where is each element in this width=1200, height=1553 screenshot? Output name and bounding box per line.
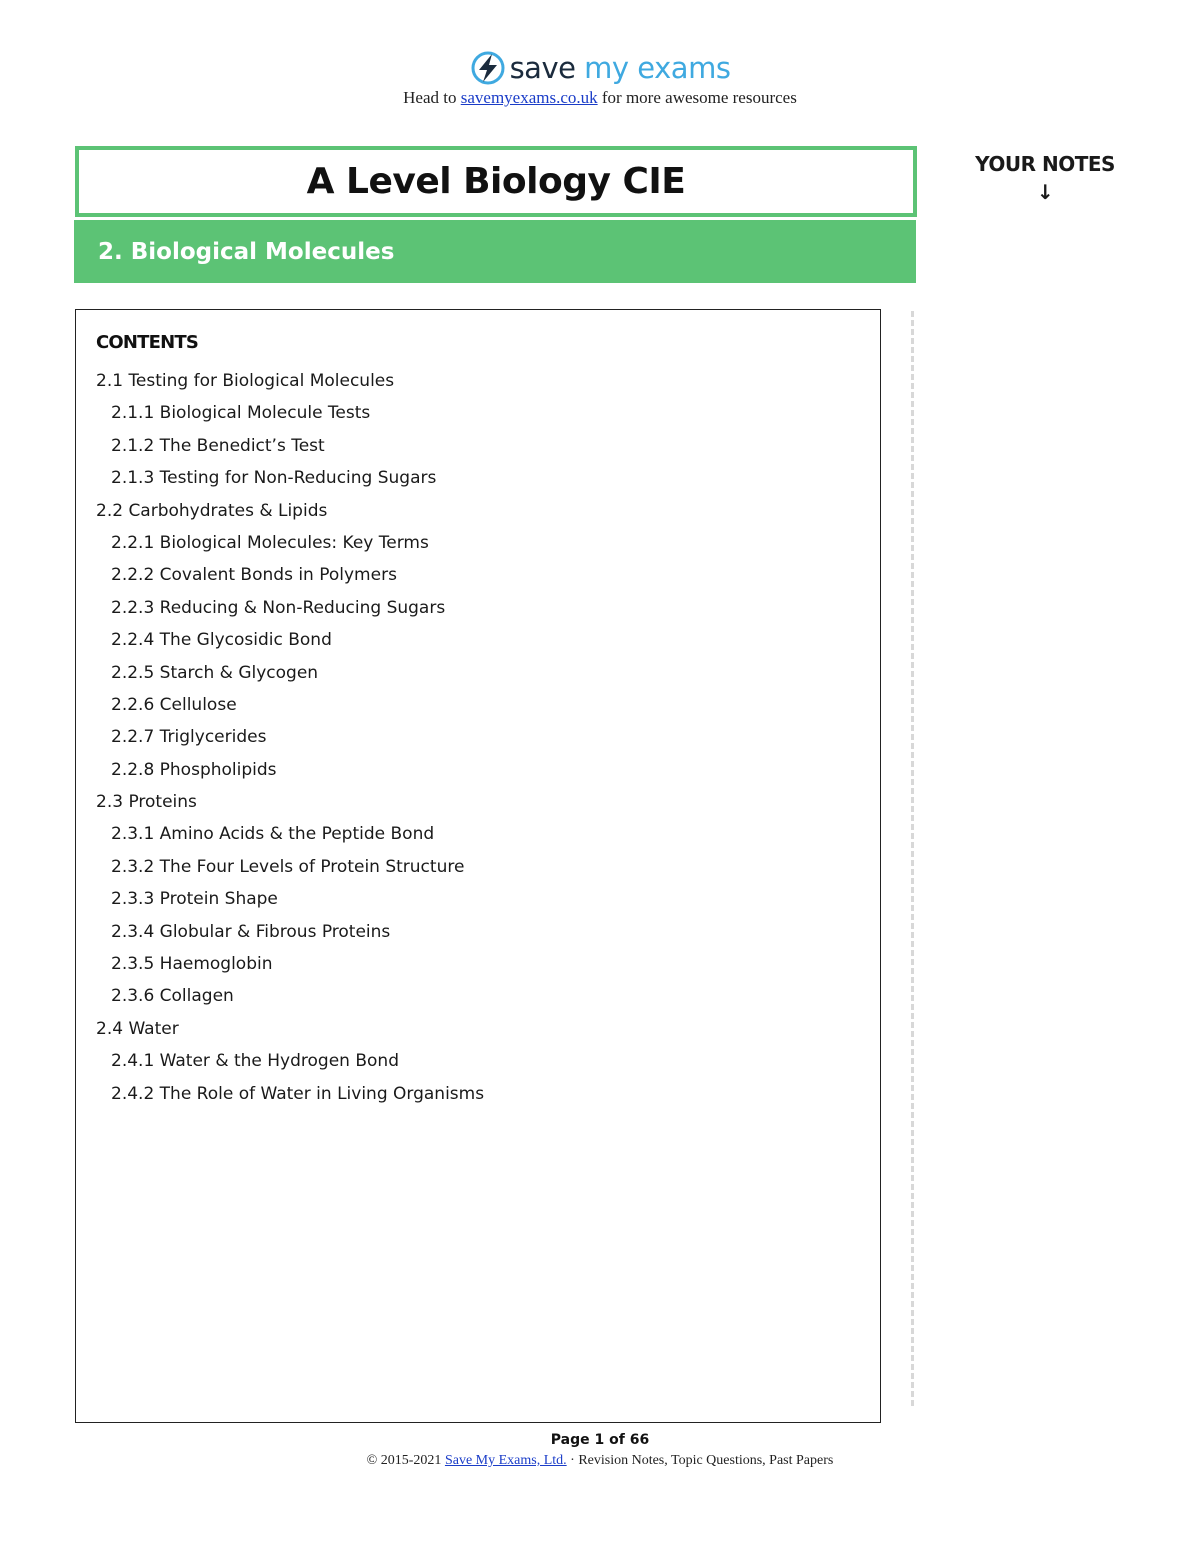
toc-section-item[interactable]: 2.2 Carbohydrates & Lipids (96, 500, 328, 521)
contents-heading: CONTENTS (96, 332, 199, 353)
save-my-exams-logo[interactable] (0, 50, 1200, 86)
copyright-line: © 2015-2021 Save My Exams, Ltd. · Revision Notes, Topic Questions, Past Papers (366, 1453, 834, 1468)
section-title: 2. Biological Molecules (98, 238, 395, 265)
your-notes-label: YOUR NOTES ↓ (960, 150, 1130, 206)
toc-subsection-item[interactable]: 2.1.2 The Benedict’s Test (111, 435, 325, 456)
page-number: Page 1 of 66 (550, 1432, 650, 1448)
contents-list (96, 365, 484, 1110)
lightning-bolt-icon (470, 50, 506, 86)
toc-subsection-item[interactable]: 2.4.2 The Role of Water in Living Organisms (111, 1083, 485, 1104)
toc-subsection-item[interactable]: 2.2.8 Phospholipids (111, 759, 277, 780)
section-banner (74, 220, 916, 283)
toc-section-item[interactable]: 2.1 Testing for Biological Molecules (96, 371, 395, 391)
toc-subsection-item[interactable]: 2.2.4 The Glycosidic Bond (111, 630, 332, 651)
logo-wordmark: save my exams (509, 51, 731, 85)
toc-subsection-item[interactable]: 2.2.5 Starch & Glycogen (111, 662, 319, 683)
notes-divider (911, 311, 914, 1406)
toc-subsection-item[interactable]: 2.3.6 Collagen (111, 986, 234, 1007)
toc-subsection-item[interactable]: 2.3.3 Protein Shape (111, 889, 278, 910)
toc-subsection-item[interactable]: 2.2.7 Triglycerides (111, 727, 267, 748)
savemyexams-link[interactable]: savemyexams.co.uk (460, 88, 598, 107)
toc-subsection-item[interactable]: 2.3.1 Amino Acids & the Peptide Bond (111, 824, 435, 845)
toc-section-item[interactable]: 2.3 Proteins (96, 792, 197, 813)
page-title: A Level Biology CIE (306, 161, 686, 202)
toc-subsection-item[interactable]: 2.3.5 Haemoglobin (111, 954, 273, 975)
toc-subsection-item[interactable]: 2.3.4 Globular & Fibrous Proteins (111, 921, 391, 942)
contents-box (75, 309, 881, 1423)
toc-subsection-item[interactable]: 2.3.2 The Four Levels of Protein Structure (111, 856, 465, 877)
toc-subsection-item[interactable]: 2.1.1 Biological Molecule Tests (111, 403, 371, 424)
toc-section-item[interactable]: 2.4 Water (96, 1018, 179, 1039)
header-tagline: Head to savemyexams.co.uk for more awesome resources (403, 88, 797, 107)
toc-subsection-item[interactable]: 2.1.3 Testing for Non-Reducing Sugars (111, 468, 437, 489)
toc-subsection-item[interactable]: 2.2.3 Reducing & Non-Reducing Sugars (111, 597, 446, 618)
title-box (75, 146, 917, 217)
toc-subsection-item[interactable]: 2.4.1 Water & the Hydrogen Bond (111, 1051, 399, 1072)
arrow-down-icon: ↓ (1036, 180, 1054, 204)
toc-subsection-item[interactable]: 2.2.6 Cellulose (111, 694, 237, 715)
toc-subsection-item[interactable]: 2.2.2 Covalent Bonds in Polymers (111, 565, 397, 586)
toc-subsection-item[interactable]: 2.2.1 Biological Molecules: Key Terms (111, 532, 429, 553)
save-my-exams-ltd-link[interactable]: Save My Exams, Ltd. (444, 1453, 567, 1468)
